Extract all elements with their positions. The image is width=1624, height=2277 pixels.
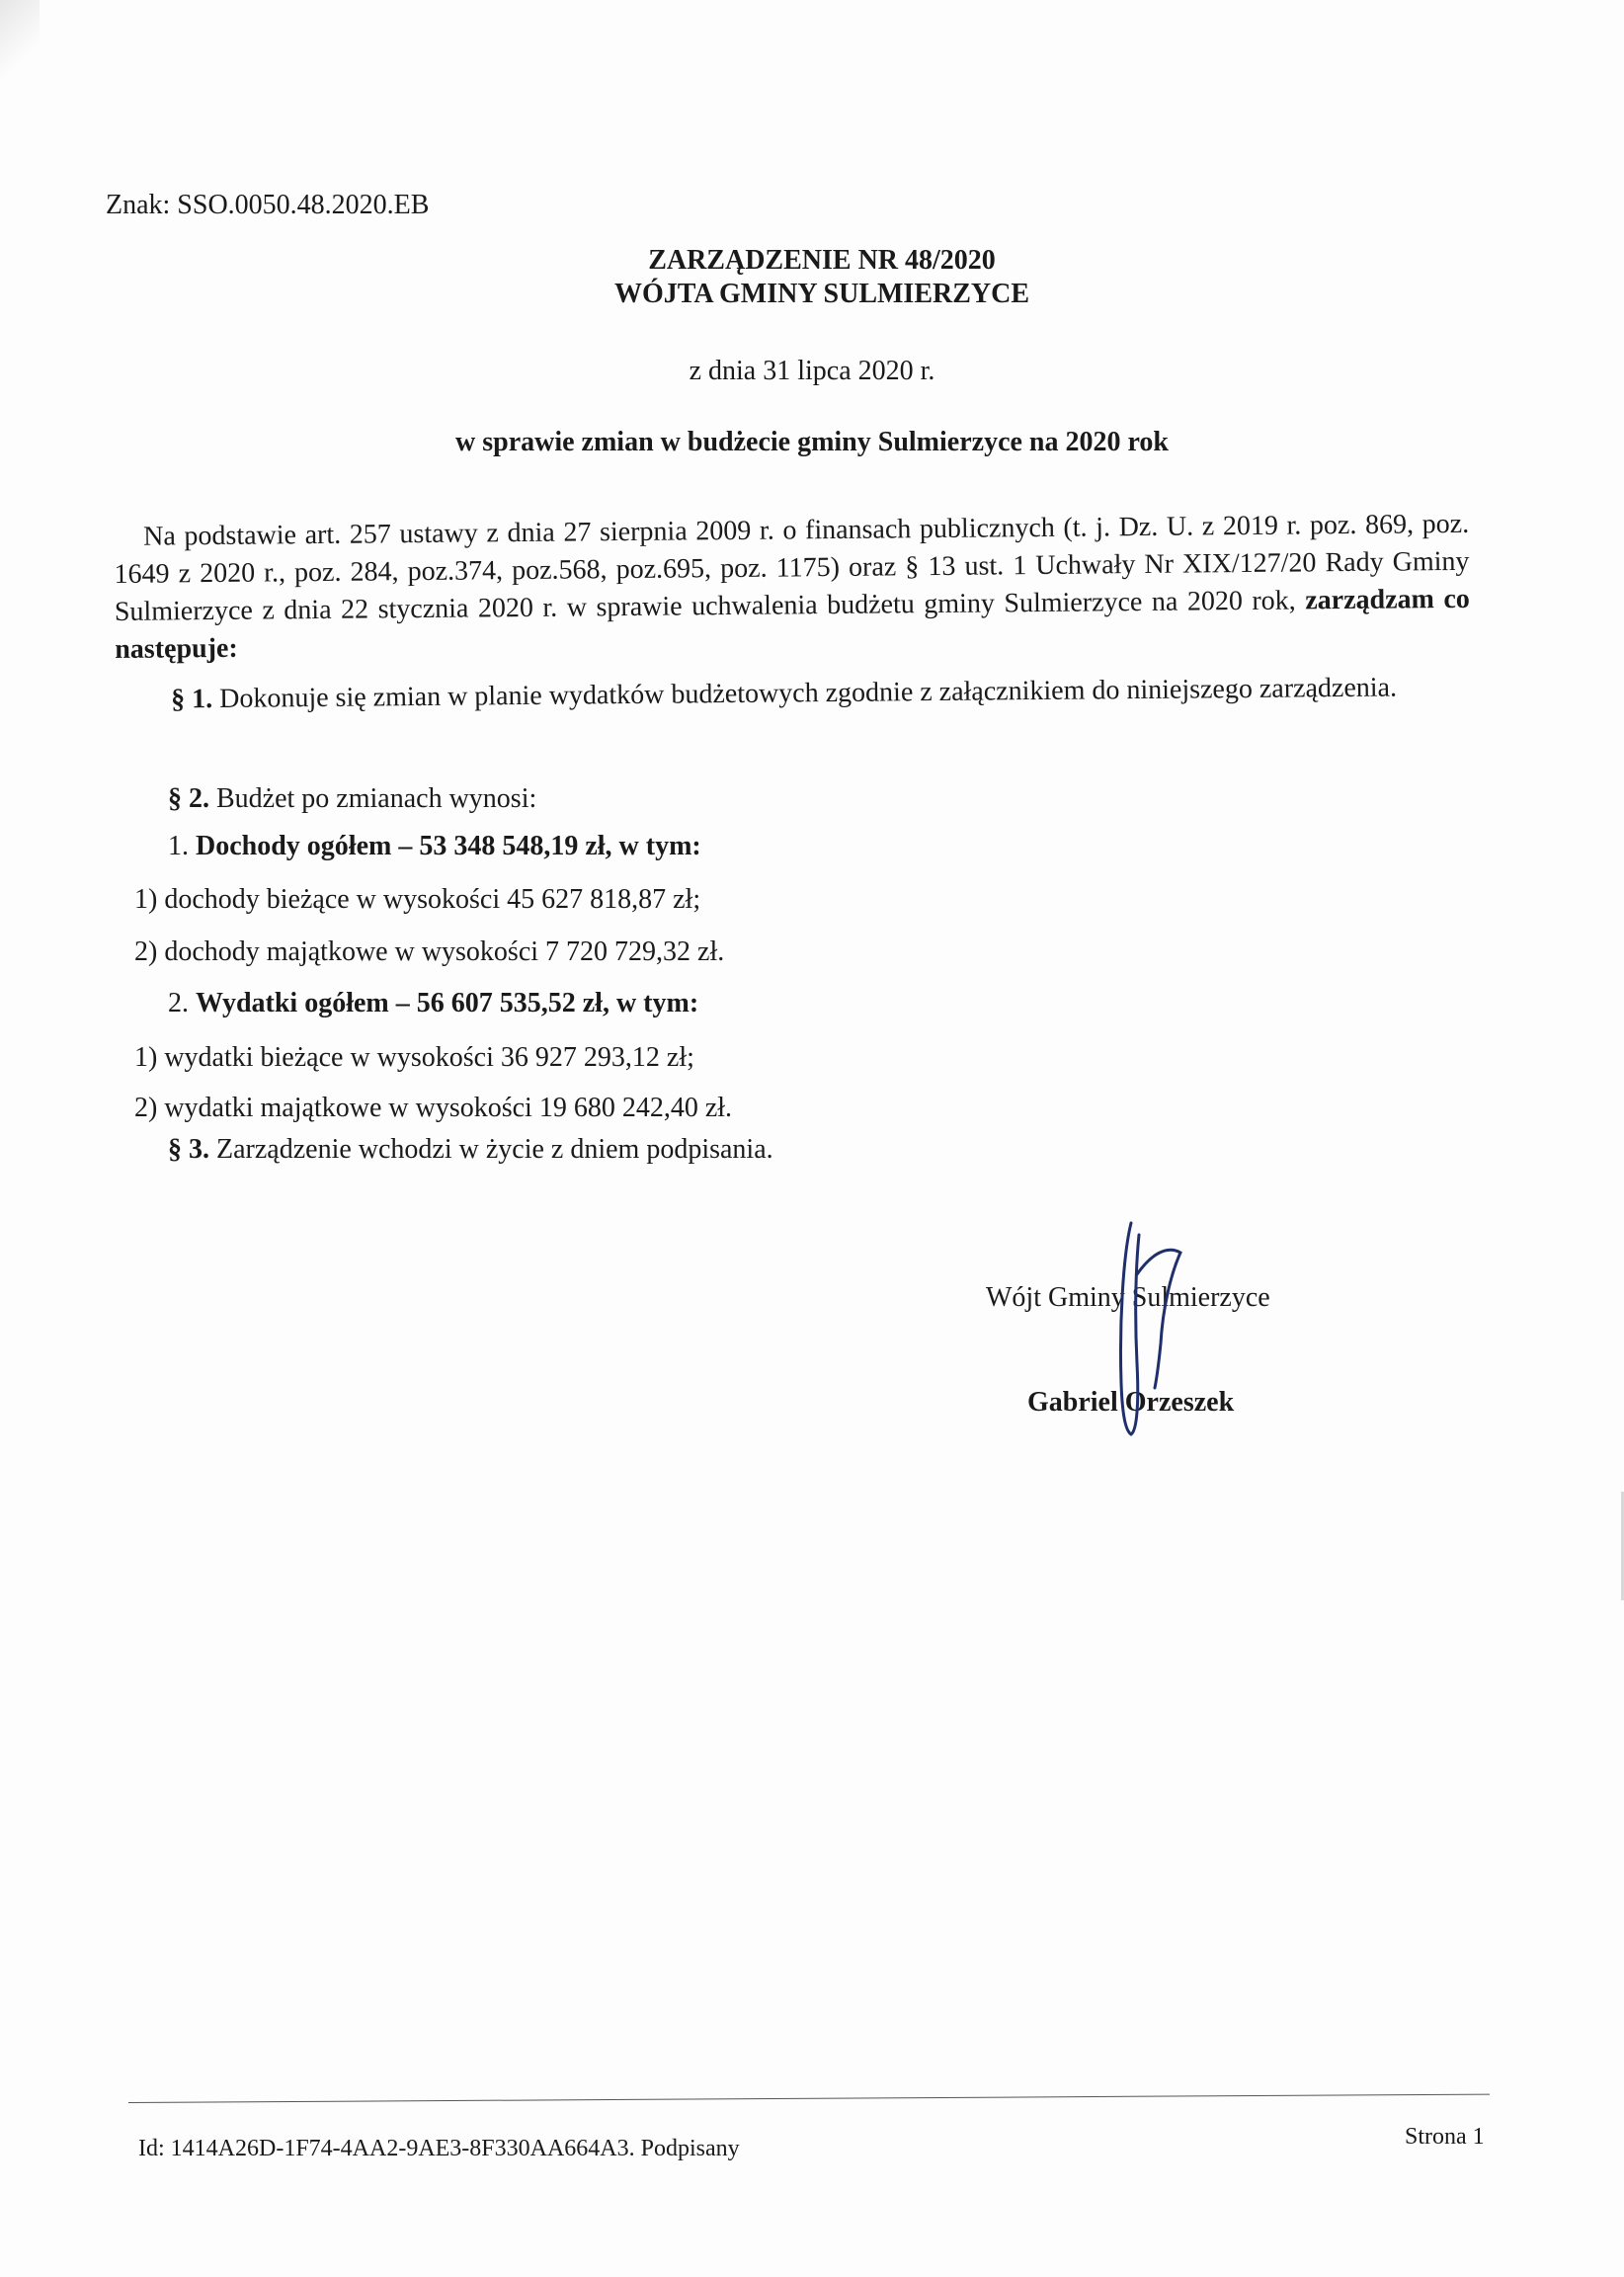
- income-total: [168, 831, 701, 862]
- section-2-text: Budżet po zmianach wynosi:: [216, 783, 537, 814]
- document-title: ZARZĄDZENIE NR 48/2020: [648, 245, 996, 276]
- section-3-label: § 3.: [168, 1134, 209, 1165]
- income-number: 1.: [168, 831, 189, 861]
- preamble-paragraph: [114, 506, 1470, 669]
- section-2-label: § 2.: [168, 783, 209, 814]
- expense-property: 2) wydatki majątkowe w wysokości 19 680 242,40 zł.: [134, 1093, 733, 1123]
- expense-current: 1) wydatki bieżące w wysokości 36 927 293,12 zł;: [134, 1042, 694, 1073]
- preamble-decree: zarządzam co następuje:: [115, 583, 1470, 665]
- section-1-text: Dokonuje się zmian w planie wydatków budżetowych zgodnie z załącznikiem do niniejszego zarządzenia.: [219, 672, 1398, 714]
- income-current: 1) dochody bieżące w wysokości 45 627 818,87 zł;: [134, 884, 701, 915]
- income-property: 2) dochody majątkowe w wysokości 7 720 729,32 zł.: [134, 936, 725, 967]
- footer-divider: [128, 2094, 1490, 2103]
- section-3-text: Zarządzenie wchodzi w życie z dniem podpisania.: [216, 1134, 773, 1165]
- section-3: [168, 1134, 773, 1166]
- expense-total: [168, 988, 698, 1019]
- signatory-name: Gabriel Orzeszek: [1027, 1387, 1235, 1418]
- signatory-role: Wójt Gminy Sulmierzyce: [986, 1282, 1270, 1313]
- handwritten-signature: [1101, 1215, 1210, 1442]
- footer-page-number: Strona 1: [1405, 2124, 1485, 2150]
- section-1-label: § 1.: [171, 684, 213, 715]
- document-subject: w sprawie zmian w budżecie gminy Sulmierzyce na 2020 rok: [455, 427, 1169, 457]
- expense-total-text: Wydatki ogółem – 56 607 535,52 zł, w tym:: [196, 988, 699, 1018]
- section-2: [168, 783, 536, 815]
- document-reference: Znak: SSO.0050.48.2020.EB: [106, 190, 430, 220]
- income-total-text: Dochody ogółem – 53 348 548,19 zł, w tym:: [196, 831, 701, 861]
- footer-document-id: Id: 1414A26D-1F74-4AA2-9AE3-8F330AA664A3. Podpisany: [138, 2136, 740, 2161]
- preamble-text: Na podstawie art. 257 ustawy z dnia 27 sierpnia 2009 r. o finansach publicznych (t. j. Dz. U. z 2019 r. poz. 869, poz. 1649 z 2020 r., poz. 284, poz.374, poz.568, poz.695, poz. 1175) oraz § 13 ust. 1 Uchwały Nr XIX/127/20 Rady Gminy Sulmierzyce z dnia 22 stycznia 2020 r. w sprawie uchwalenia budżetu gminy Sulmierzyce na 2020 rok,: [114, 508, 1470, 627]
- document-issuer: WÓJTA GMINY SULMIERZYCE: [613, 279, 1030, 309]
- document-date: z dnia 31 lipca 2020 r.: [689, 356, 935, 386]
- scan-artifact-corner: [0, 0, 40, 79]
- expense-number: 2.: [168, 988, 189, 1018]
- section-1: [114, 669, 1469, 719]
